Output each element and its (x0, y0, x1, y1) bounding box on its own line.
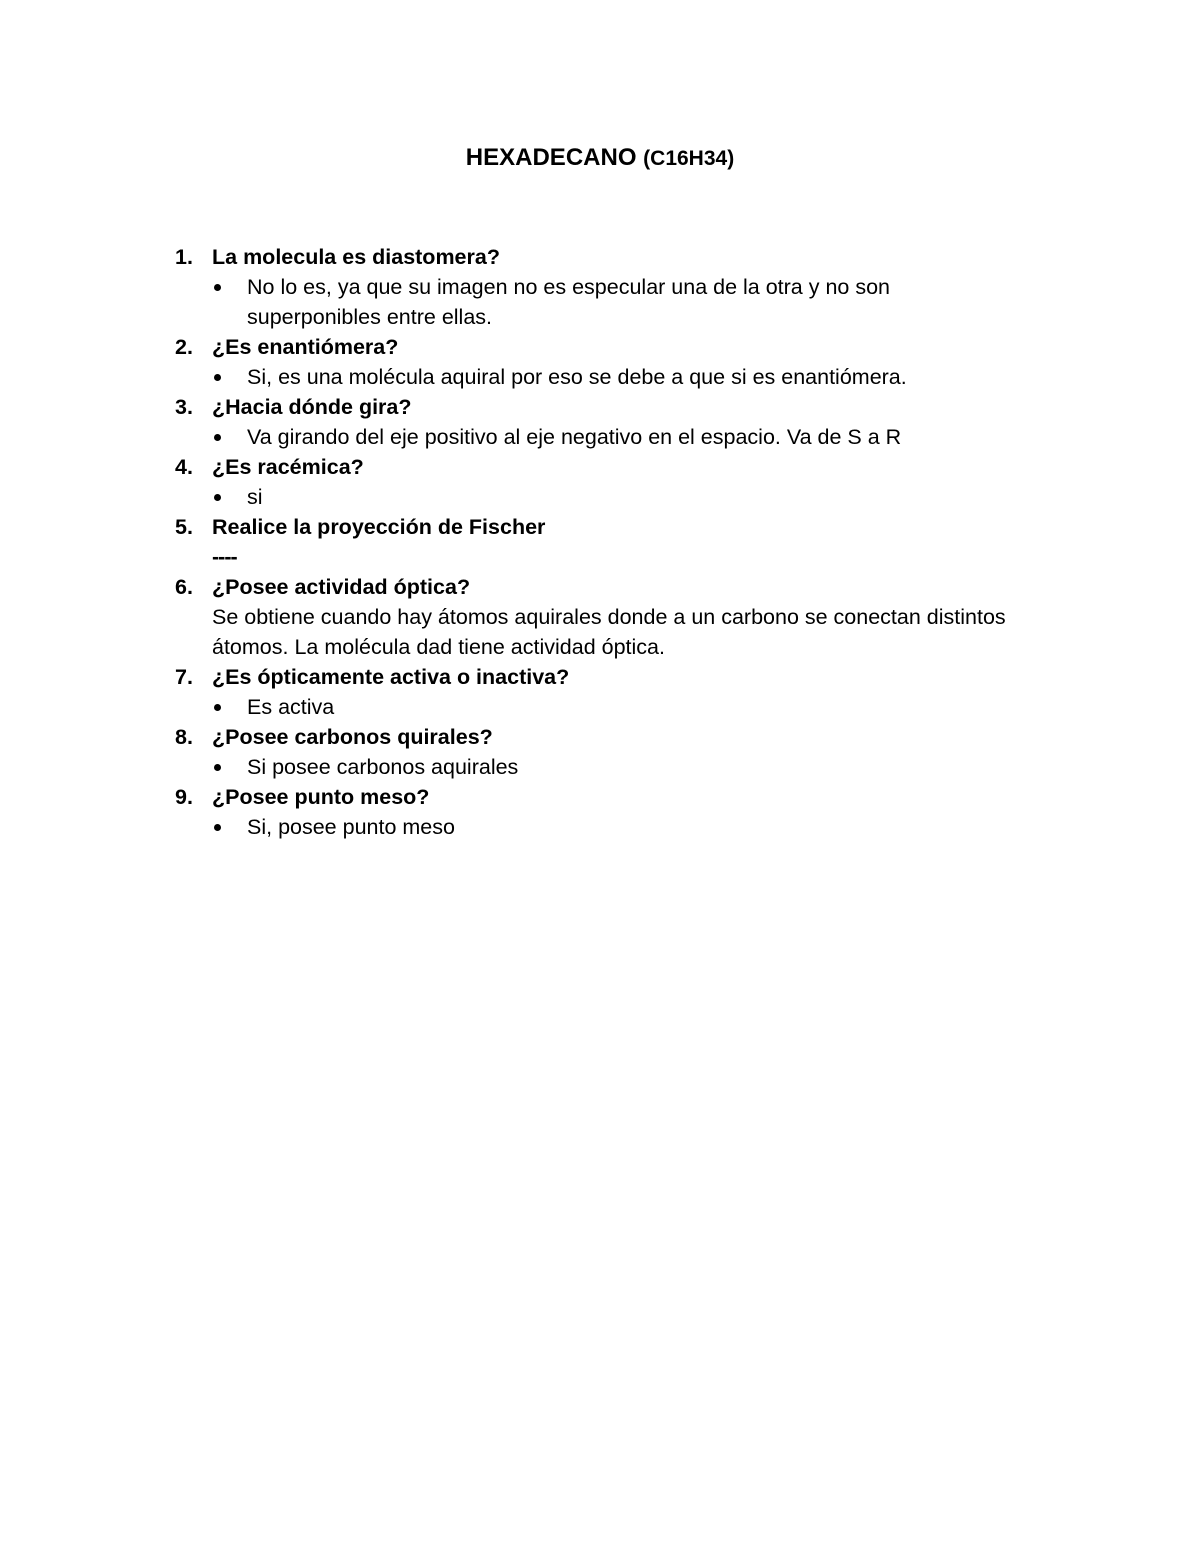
answer-item (175, 422, 1015, 452)
answer-text: Es activa (247, 695, 335, 719)
question-text: ¿Hacia dónde gira? (212, 395, 412, 419)
question-list (175, 242, 1015, 842)
question-item (175, 452, 1015, 482)
bullet-icon (212, 752, 247, 782)
question-text: ¿Posee actividad óptica? (212, 575, 471, 599)
answer-item (175, 692, 1015, 722)
question-item (175, 242, 1015, 272)
answer-text: Si, es una molécula aquiral por eso se debe a que si es enantiómera. (247, 365, 907, 389)
question-number: 1. (175, 245, 193, 269)
answer-text: Si posee carbonos aquirales (247, 755, 519, 779)
question-text: Realice la proyección de Fischer (212, 515, 546, 539)
question-text: ¿Es enantiómera? (212, 335, 399, 359)
question-number: 7. (175, 665, 193, 689)
question-item (175, 392, 1015, 422)
document-title (0, 140, 1200, 177)
answer-text: si (247, 485, 263, 509)
question-number: 5. (175, 515, 193, 539)
answer-text: No lo es, ya que su imagen no es especular una de la otra y no son superponibles entre ellas. (247, 275, 891, 329)
title-formula: (C16H34) (643, 147, 735, 170)
question-number: 9. (175, 785, 193, 809)
question-number: 4. (175, 455, 193, 479)
question-item (175, 572, 1015, 602)
bullet-icon (212, 812, 247, 842)
answer-item (175, 752, 1015, 782)
bullet-icon (212, 272, 247, 332)
answer-text: Si, posee punto meso (247, 815, 455, 839)
question-item (175, 512, 1015, 542)
answer-item (175, 482, 1015, 512)
question-item (175, 782, 1015, 812)
bullet-icon (212, 692, 247, 722)
question-text: ¿Posee carbonos quirales? (212, 725, 493, 749)
bullet-icon (212, 422, 247, 452)
title-text: HEXADECANO (465, 144, 637, 171)
question-text: ¿Es ópticamente activa o inactiva? (212, 665, 570, 689)
answer-item (175, 272, 1015, 332)
answer-paragraph: Se obtiene cuando hay átomos aquirales donde a un carbono se conectan distintos átomos. La molécula dad tiene actividad óptica. (212, 605, 1006, 659)
answer-text: Va girando del eje positivo al eje negativo en el espacio. Va de S a R (247, 425, 902, 449)
question-text: ¿Posee punto meso? (212, 785, 430, 809)
question-number: 2. (175, 335, 193, 359)
bullet-icon (212, 482, 247, 512)
answer-item (175, 812, 1015, 842)
answer-item (175, 362, 1015, 392)
question-item (175, 722, 1015, 752)
question-text: ¿Es racémica? (212, 455, 364, 479)
answer-dashes: ---- (212, 545, 237, 569)
question-number: 6. (175, 575, 193, 599)
question-item (175, 332, 1015, 362)
bullet-icon (212, 362, 247, 392)
question-text: La molecula es diastomera? (212, 245, 500, 269)
question-number: 8. (175, 725, 193, 749)
question-number: 3. (175, 395, 193, 419)
question-item (175, 662, 1015, 692)
